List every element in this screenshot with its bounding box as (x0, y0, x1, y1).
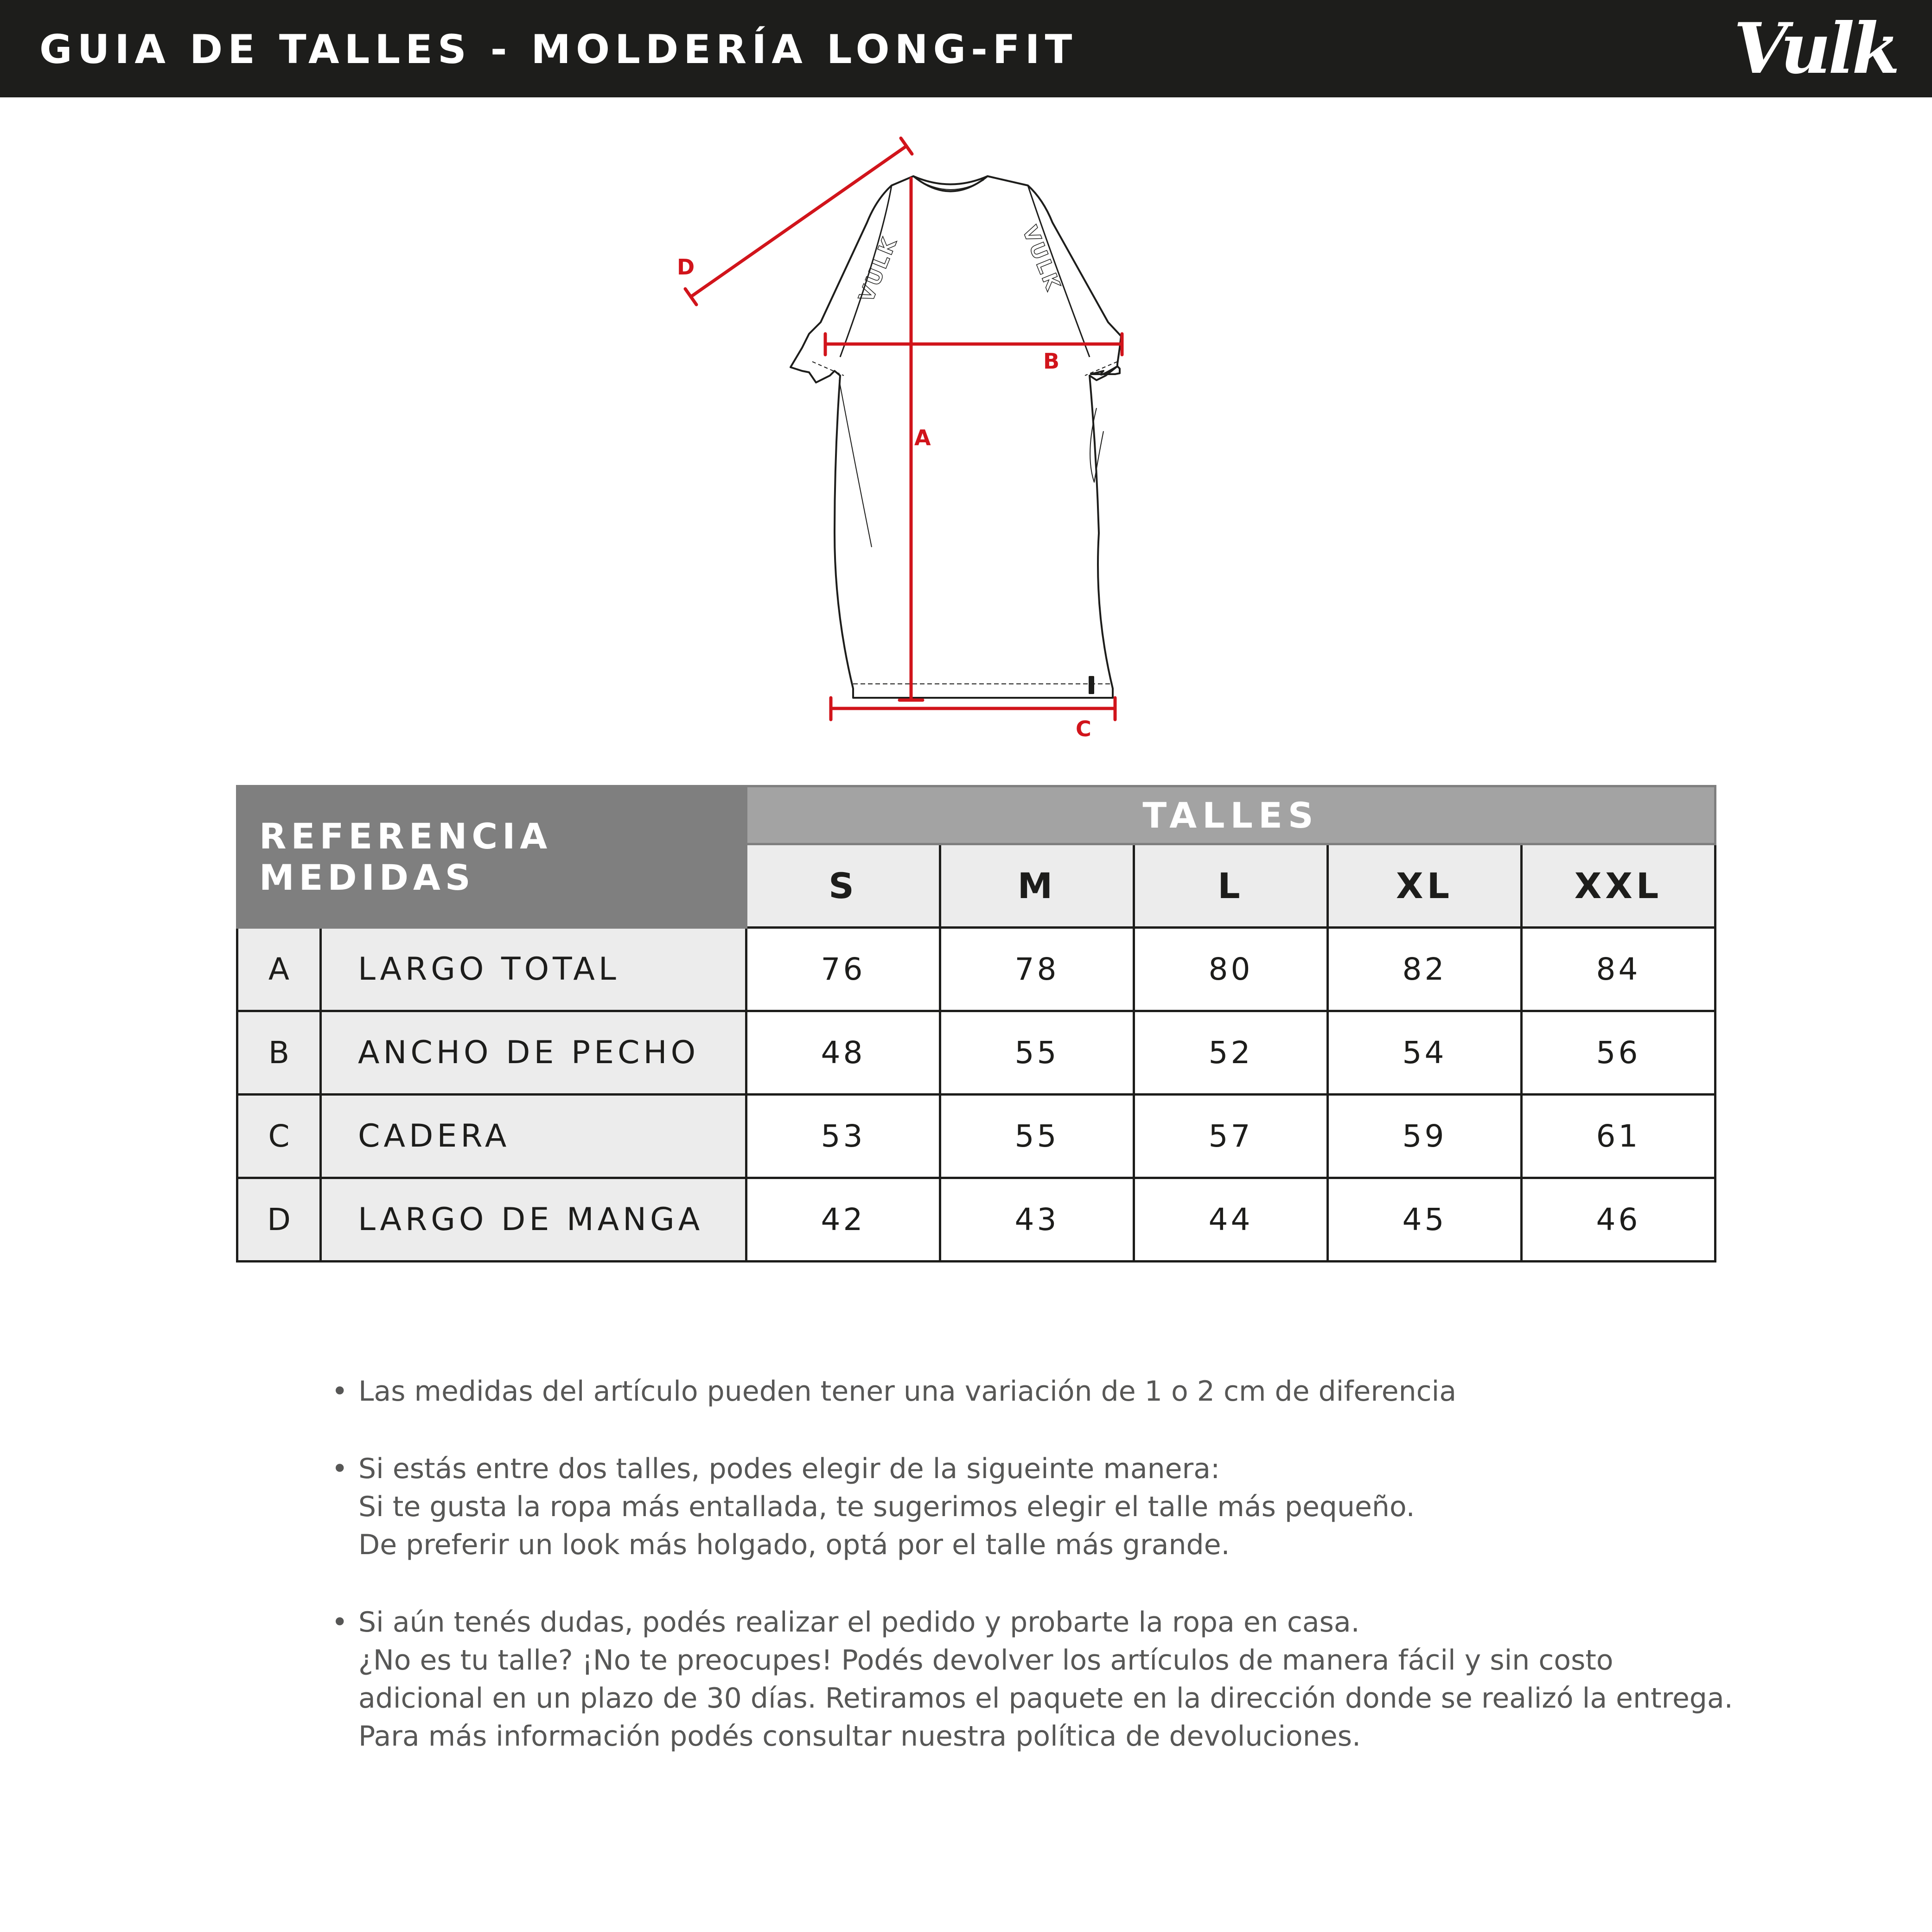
table-cell: 55 (940, 1011, 1134, 1095)
measure-letter: C (237, 1095, 321, 1178)
measure-letter: B (237, 1011, 321, 1095)
table-row (237, 1011, 1715, 1095)
table-cell: 53 (746, 1095, 940, 1178)
table-cell: 55 (940, 1095, 1134, 1178)
size-column-header: S (746, 844, 940, 928)
table-cell: 82 (1328, 928, 1522, 1011)
table-cell: 80 (1134, 928, 1328, 1011)
page-title: GUIA DE TALLES - MOLDERÍA LONG-FIT (39, 26, 1078, 73)
table-cell: 84 (1522, 928, 1715, 1011)
tshirt-outline (791, 176, 1121, 698)
bullet-icon: • (332, 1453, 348, 1485)
note-line: Si aún tenés dudas, podés realizar el pedido y probarte la ropa en casa. (358, 1606, 1360, 1639)
tshirt-measurement-diagram (677, 130, 1261, 746)
sleeve-print-right: VULK (1017, 223, 1065, 295)
table-cell: 48 (746, 1011, 940, 1095)
measure-label-b: B (1043, 349, 1060, 374)
note-line: Las medidas del artículo pueden tener una variación de 1 o 2 cm de diferencia (358, 1375, 1457, 1408)
table-row (237, 1095, 1715, 1178)
table-cell: 45 (1328, 1178, 1522, 1262)
note-line: adicional en un plazo de 30 días. Retiramos el paquete en la dirección donde se realizó la entrega. (358, 1682, 1733, 1715)
measure-letter: D (237, 1178, 321, 1262)
sizes-header: TALLES (746, 786, 1715, 844)
table-cell: 46 (1522, 1178, 1715, 1262)
note-line: De preferir un look más holgado, optá por el talle más grande. (358, 1529, 1230, 1561)
note-line: Si te gusta la ropa más entallada, te sugerimos elegir el talle más pequeño. (358, 1491, 1415, 1523)
size-chart-table (236, 785, 1716, 1262)
size-column-header: L (1134, 844, 1328, 928)
measure-label-c: C (1076, 716, 1091, 741)
measure-label: ANCHO DE PECHO (321, 1011, 746, 1095)
measure-label: LARGO TOTAL (321, 928, 746, 1011)
size-column-header: XXL (1522, 844, 1715, 928)
note-item (327, 1450, 1811, 1564)
brand-logo: Vulk (1734, 8, 1897, 89)
table-cell: 59 (1328, 1095, 1522, 1178)
table-cell: 54 (1328, 1011, 1522, 1095)
table-cell: 42 (746, 1178, 940, 1262)
bullet-icon: • (332, 1606, 348, 1639)
reference-header: REFERENCIA MEDIDAS (237, 786, 746, 928)
table-row (237, 1178, 1715, 1262)
table-row (237, 928, 1715, 1011)
sleeve-print-left: VULK (854, 233, 902, 306)
table-cell: 44 (1134, 1178, 1328, 1262)
table-cell: 57 (1134, 1095, 1328, 1178)
measure-label: CADERA (321, 1095, 746, 1178)
table-cell: 76 (746, 928, 940, 1011)
measure-label-d: D (677, 255, 695, 280)
header-bar (0, 0, 1932, 97)
note-line: Si estás entre dos talles, podes elegir de la sigueinte manera: (358, 1453, 1220, 1485)
measure-letter: A (237, 928, 321, 1011)
measure-label-a: A (914, 425, 931, 450)
note-item (327, 1603, 1811, 1755)
note-line: Para más información podés consultar nuestra política de devoluciones. (358, 1720, 1361, 1753)
table-cell: 43 (940, 1178, 1134, 1262)
notes-section (327, 1372, 1811, 1795)
table-cell: 56 (1522, 1011, 1715, 1095)
size-column-header: XL (1328, 844, 1522, 928)
note-item (327, 1372, 1811, 1410)
measure-label: LARGO DE MANGA (321, 1178, 746, 1262)
note-line: ¿No es tu talle? ¡No te preocupes! Podés devolver los artículos de manera fácil y sin costo (358, 1644, 1613, 1677)
table-cell: 61 (1522, 1095, 1715, 1178)
table-cell: 52 (1134, 1011, 1328, 1095)
bullet-icon: • (332, 1375, 348, 1408)
table-cell: 78 (940, 928, 1134, 1011)
size-column-header: M (940, 844, 1134, 928)
